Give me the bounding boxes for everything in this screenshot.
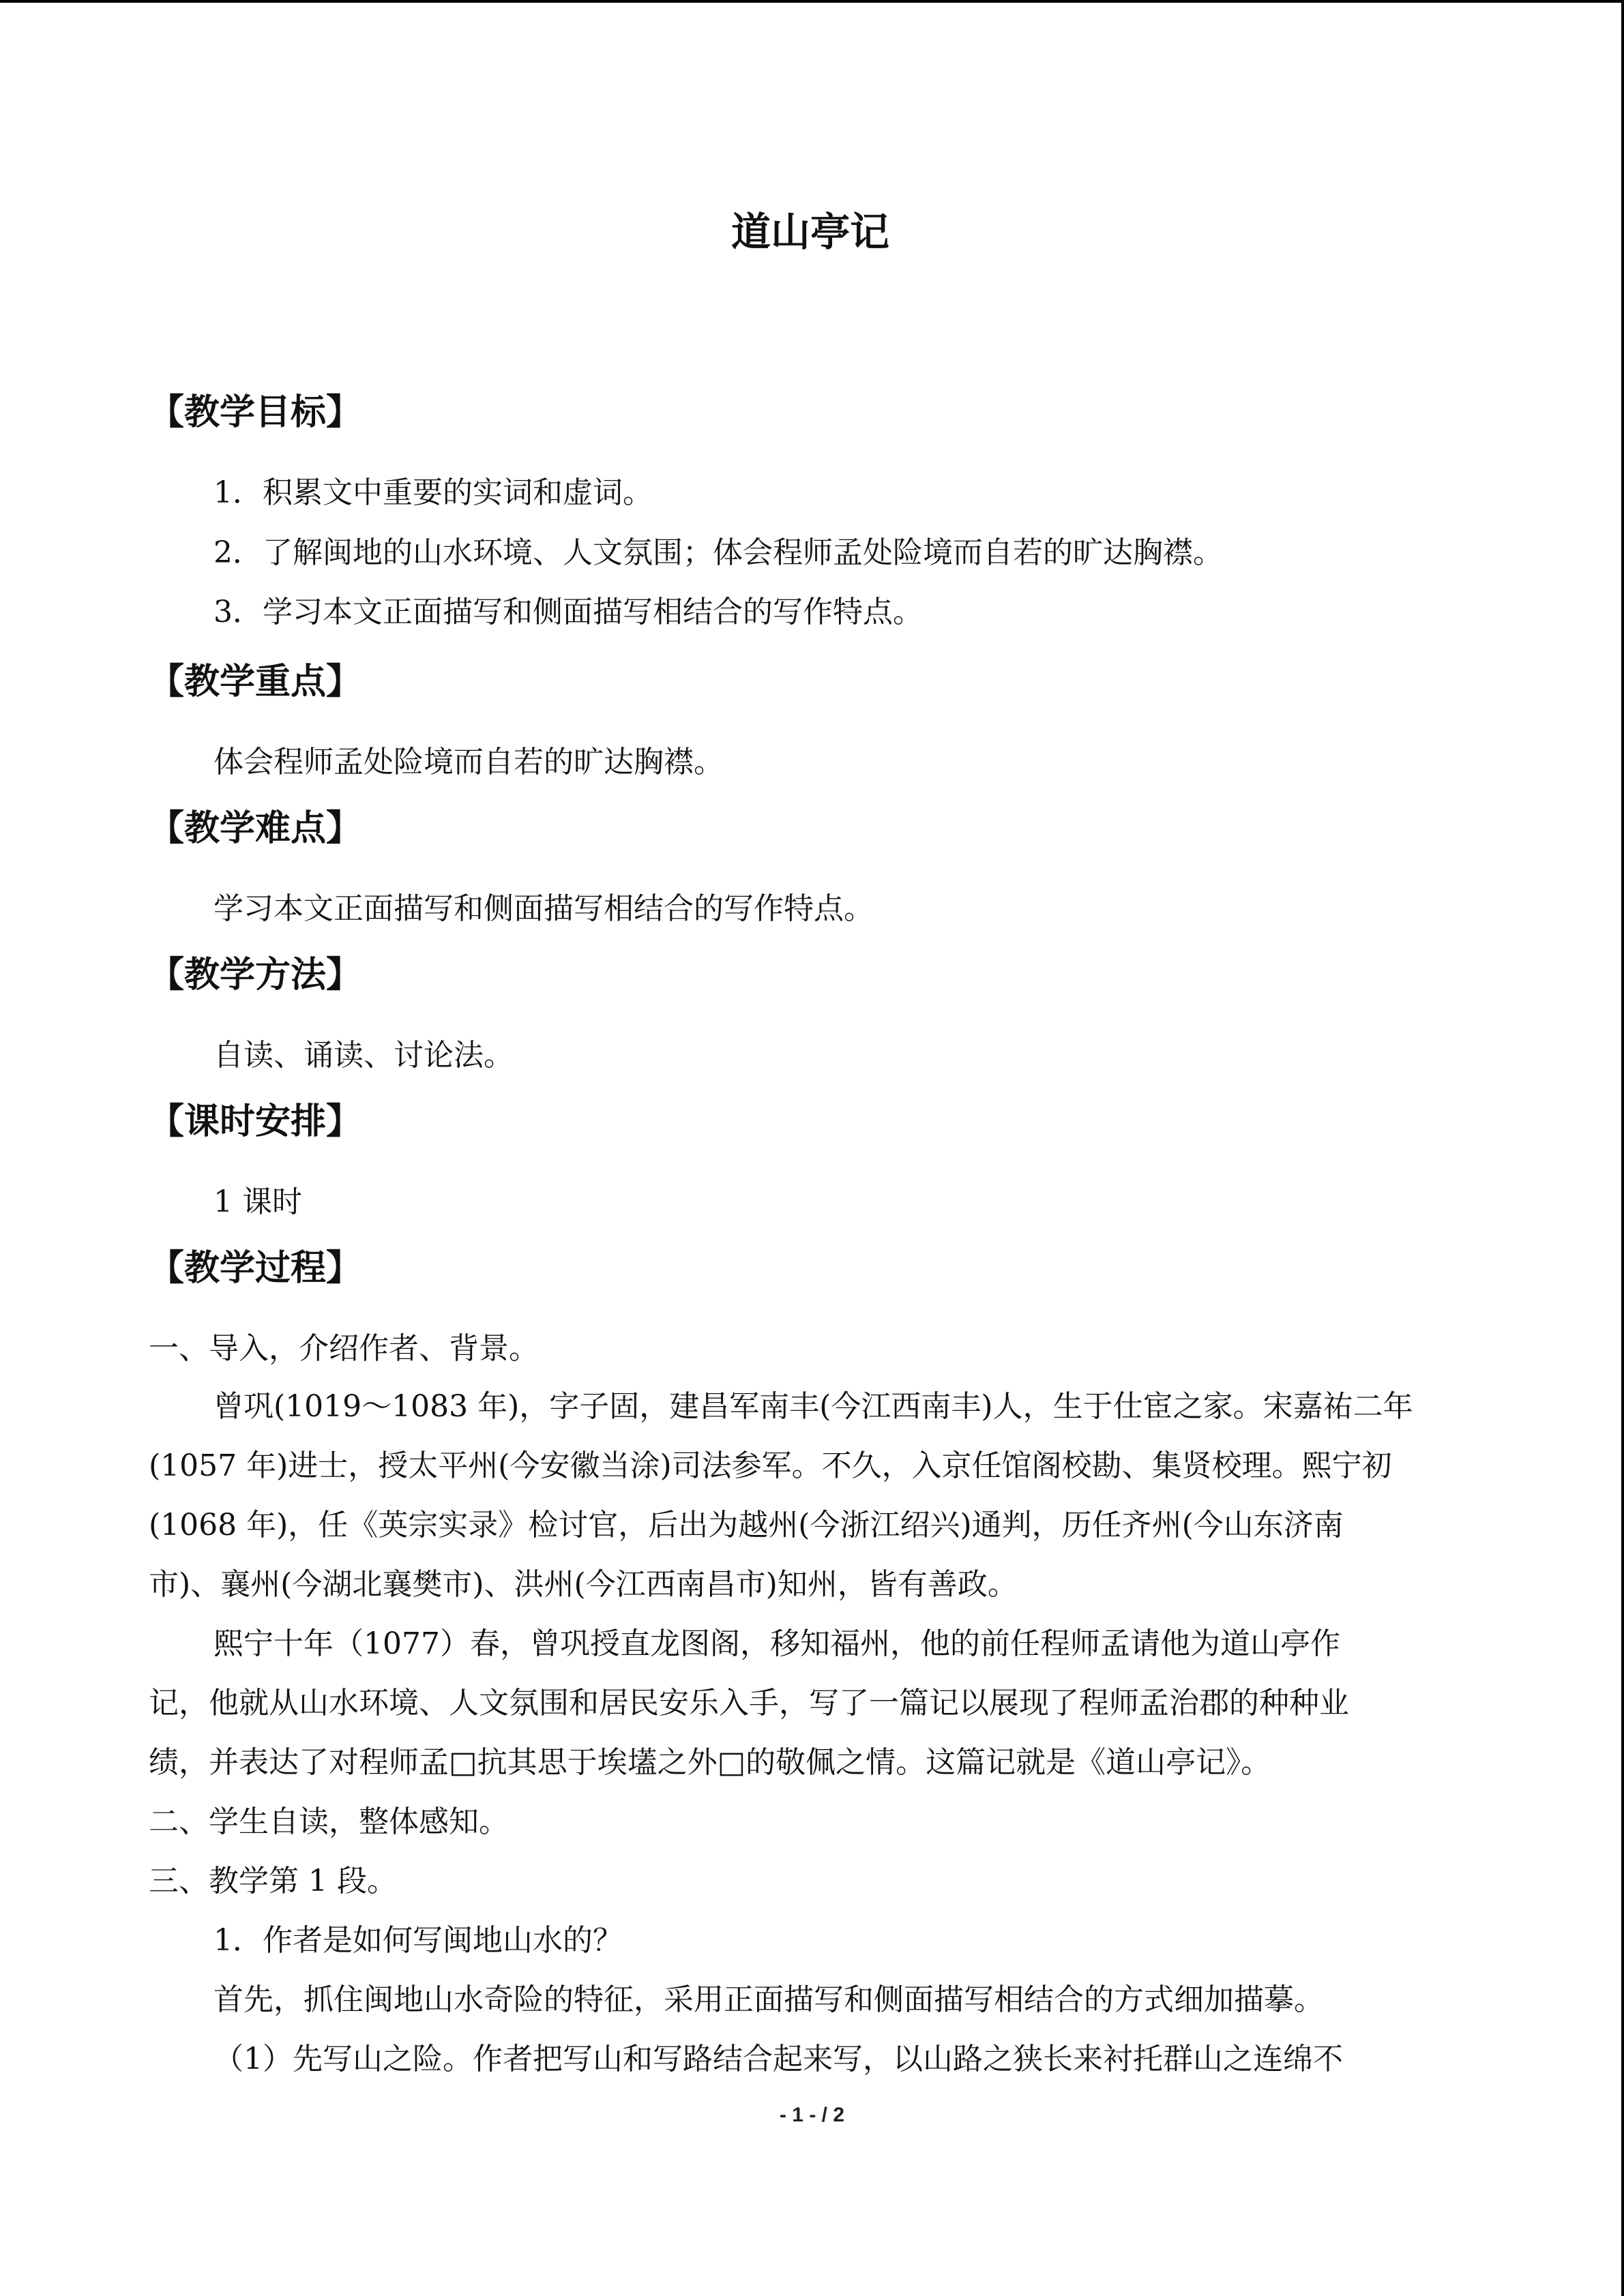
- process-line: 1．作者是如何写闽地山水的？: [213, 1923, 623, 1958]
- process-line: 记，他就从山水环境、人文氛围和居民安乐入手，写了一篇记以展现了程师孟治郡的种种业: [149, 1686, 1349, 1720]
- methods-text: 自读、诵读、讨论法。: [213, 1038, 514, 1073]
- heading-schedule: 【课时安排】: [149, 1101, 362, 1142]
- difficulties-text: 学习本文正面描写和侧面描写相结合的写作特点。: [213, 891, 874, 926]
- process-line: (1068 年)，任《英宗实录》检讨官，后出为越州(今浙江绍兴)通判，历任齐州(今山东济南: [149, 1508, 1344, 1542]
- page-border-top: [0, 0, 1624, 3]
- process-line: (1057 年)进士，授太平州(今安徽当涂)司法参军。不久，入京任馆阁校勘、集贤校理。熙宁初: [149, 1448, 1392, 1483]
- process-line: 市)、襄州(今湖北襄樊市)、洪州(今江西南昌市)知州，皆有善政。: [149, 1567, 1018, 1602]
- process-line: 熙宁十年（1077）春，曾巩授直龙图阁，移知福州，他的前任程师孟请他为道山亭作: [213, 1626, 1340, 1661]
- process-line: （1）先写山之险。作者把写山和写路结合起来写，以山路之狭长来衬托群山之连绵不: [213, 2042, 1343, 2076]
- process-line: 曾巩(1019～1083 年)，字子固，建昌军南丰(今江西南丰)人，生于仕宦之家。宋嘉祐二年: [213, 1389, 1413, 1424]
- objective-item: 3．学习本文正面描写和侧面描写相结合的写作特点。: [213, 595, 923, 629]
- heading-difficulties: 【教学难点】: [149, 807, 362, 849]
- process-line: 二、学生自读，整体感知。: [149, 1804, 509, 1839]
- heading-methods: 【教学方法】: [149, 954, 362, 996]
- heading-key-points: 【教学重点】: [149, 661, 362, 702]
- page-border-right: [1621, 0, 1624, 2296]
- process-line: 首先，抓住闽地山水奇险的特征，采用正面描写和侧面描写相结合的方式细加描摹。: [213, 1982, 1324, 2017]
- page-number: - 1 - / 2: [779, 2104, 845, 2126]
- process-line: 一、导入，介绍作者、背景。: [149, 1331, 539, 1366]
- schedule-text: 1 课时: [213, 1184, 302, 1219]
- heading-process: 【教学过程】: [149, 1247, 362, 1289]
- process-line: 三、教学第 1 段。: [149, 1864, 397, 1898]
- objective-item: 2．了解闽地的山水环境、人文氛围；体会程师孟处险境而自若的旷达胸襟。: [213, 535, 1223, 570]
- heading-objectives: 【教学目标】: [149, 391, 362, 433]
- objective-item: 1．积累文中重要的实词和虚词。: [213, 475, 653, 510]
- process-line: 绩，并表达了对程师孟□抗其思于埃壒之外□的敬佩之情。这篇记就是《道山亭记》。: [149, 1745, 1271, 1780]
- key-points-text: 体会程师孟处险境而自若的旷达胸襟。: [213, 745, 724, 779]
- document-title: 道山亭记: [730, 209, 889, 255]
